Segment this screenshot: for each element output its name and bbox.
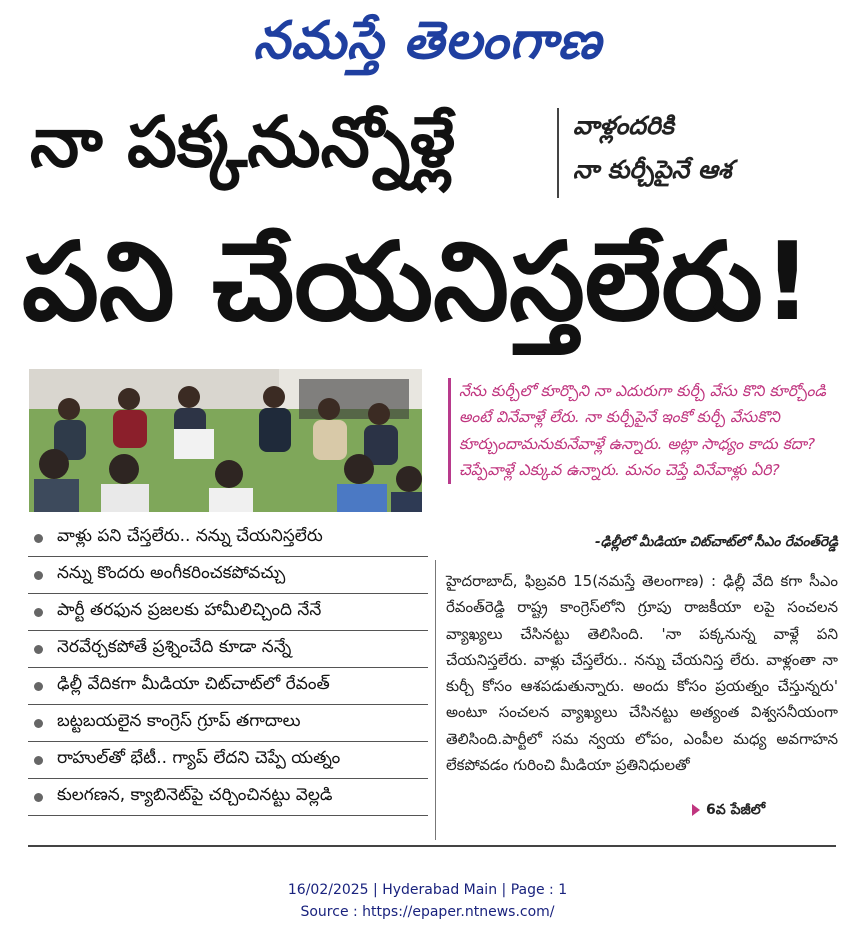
headline-line2: పని చేయనిస్తలేరు! [22, 220, 813, 345]
bullet-text: బట్టబయలైన కాంగ్రెస్ గ్రూప్ తగాదాలు [57, 711, 301, 731]
kicker-divider [557, 108, 559, 198]
bullet-list [28, 520, 428, 816]
continued-label: 6వ పేజీలో [706, 802, 766, 818]
bullet-text: వాళ్లు పని చేస్తలేరు.. నన్ను చేయనిస్తలేరు [57, 526, 323, 546]
column-divider [435, 560, 436, 840]
bullet-text: రాహుల్‌తో భేటీ.. గ్యాప్ లేదని చెప్పే యత్నం [57, 748, 341, 768]
bullet-text: నన్ను కొందరు అంగీకరించకపోవచ్చు [57, 563, 286, 583]
bullet-text: నెరవేర్చకపోతే ప్రశ్నించేది కూడా నన్నే [57, 637, 292, 657]
quote-attribution: -ఢిల్లీలో మీడియా చిట్‌చాట్‌లో సీఎం రేవంత్‌రెడ్డి [595, 534, 838, 550]
bullet-icon [34, 645, 43, 654]
bullet-icon [34, 571, 43, 580]
headline-line1: నా పక్కనున్నోళ్లే [30, 101, 456, 183]
bullet-icon [34, 793, 43, 802]
footer-rule [28, 845, 836, 847]
bullet-icon [34, 534, 43, 543]
list-item [28, 520, 428, 557]
list-item [28, 557, 428, 594]
continued-link[interactable] [692, 802, 765, 821]
bullet-icon [34, 682, 43, 691]
list-item [28, 594, 428, 631]
photo-illustration [29, 369, 422, 512]
list-item [28, 705, 428, 742]
kicker-line2: నా కుర్చీపైనే ఆశ [573, 155, 732, 184]
arrow-right-icon [692, 804, 700, 816]
article-body: హైదరాబాద్, ఫిబ్రవరి 15(నమస్తే తెలంగాణ) : ఢిల్లీ వేది కగా సీఎం రేవంత్‌రెడ్డి రాష్ట్ర కాంగ్రెస్‌లోని గ్రూపు రాజకీయా లపై సంచలన వ్యాఖ్యలు చేసినట్టు తెలిసింది. 'నా పక్కనున్న వాళ్లే పని చేయనిస్తలేరు. వాళ్లు చేస్తలేరు.. నన్ను చేయనిస్త లేరు. వాళ్లంతా నా కుర్చీ కోసం ఆశపడుతున్నారు. అందు కోసం ప్రయత్నం చేస్తున్నరు' అంటూ సంచలన వ్యాఖ్యలు చేసినట్టు అత్యంత విశ్వసనీయంగా తెలిసింది.పార్టీలో సమ న్వయ లోపం, ఎంపీల మధ్య అవగాహన లేకపోవడం గురించి మీడియా ప్రతినిధులతో [446, 572, 838, 775]
pull-quote: నేను కుర్చీలో కూర్చొని నా ఎదురుగా కుర్చీ వేసు కొని కూర్చోండి అంటే వినేవాళ్లే లేరు. నా కుర్చీపైనే ఇంకో కుర్చీ వేసుకొని కూర్చుందామనుకునేవాళ్లే ఉన్నారు. అట్లా సాధ్యం కాదు కదా? చెప్పేవాళ్లే ఎక్కువ ఉన్నారు. మనం చెప్తే వినేవాళ్లు ఏరి? [448, 378, 847, 484]
bullet-text: ఢిల్లీ వేదికగా మీడియా చిట్‌చాట్‌లో రేవంత్ [57, 674, 330, 694]
footer-edition: 16/02/2025 | Hyderabad Main | Page : 1 [287, 882, 568, 898]
kicker-line1: వాళ్లందరికి [573, 111, 674, 140]
masthead-logo: నమస్తే తెలంగాణ [253, 10, 602, 71]
news-photo [29, 369, 422, 512]
bullet-icon [34, 719, 43, 728]
headline-kicker [573, 104, 833, 192]
bullet-text: కులగణన, క్యాబినెట్‌పై చర్చించినట్టు వెల్లడి [57, 785, 333, 805]
list-item [28, 631, 428, 668]
footer [0, 879, 855, 923]
list-item [28, 742, 428, 779]
footer-source-link[interactable]: Source : https://epaper.ntnews.com/ [300, 904, 555, 920]
list-item [28, 779, 428, 816]
bullet-icon [34, 608, 43, 617]
list-item [28, 668, 428, 705]
bullet-icon [34, 756, 43, 765]
bullet-text: పార్టీ తరఫున ప్రజలకు హామీలిచ్చింది నేనే [57, 600, 322, 620]
